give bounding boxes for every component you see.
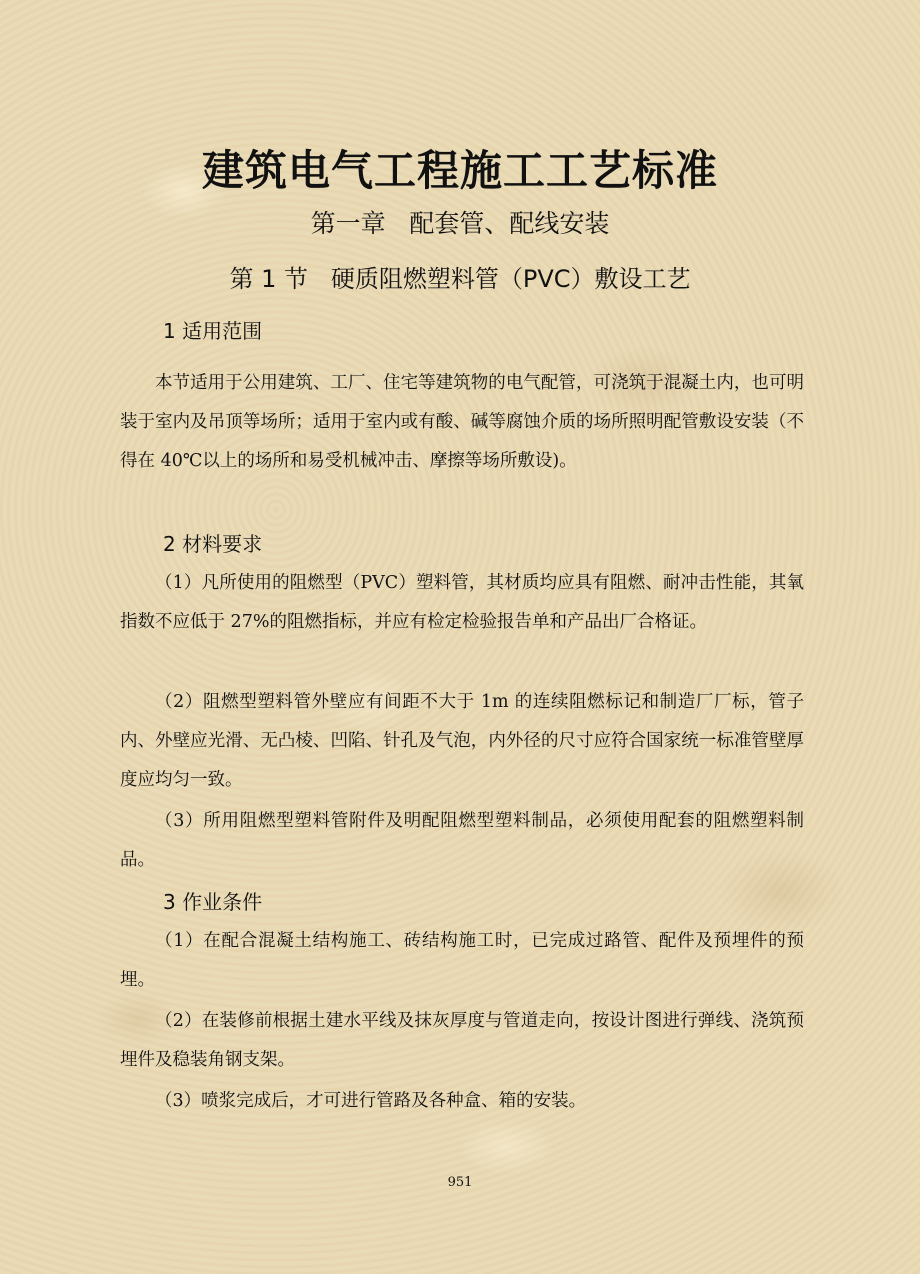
section-heading: 第 1 节 硬质阻燃塑料管（PVC）敷设工艺 [229,265,691,293]
paragraph-conditions-1: （1）在配合混凝土结构施工、砖结构施工时，已完成过路管、配件及预埋件的预埋。 [120,931,804,990]
paragraph-materials-3: （3）所用阻燃型塑料管附件及明配阻燃型塑料制品，必须使用配套的阻燃塑料制品。 [120,811,804,870]
heading-materials: 2 材料要求 [163,532,263,556]
paragraph-materials-1: （1）凡所使用的阻燃型（PVC）塑料管，其材质均应具有阻燃、耐冲击性能，其氧指数不应低于 27%的阻燃指标，并应有检定检验报告单和产品出厂合格证。 [120,573,804,632]
document-title: 建筑电气工程施工工艺标准 [201,146,718,195]
paragraph-materials-2: （2）阻燃型塑料管外壁应有间距不大于 1m 的连续阻燃标记和制造厂厂标，管子内、外壁应光滑、无凸棱、凹陷、针孔及气泡，内外径的尺寸应符合国家统一标准管壁厚度应均匀一致。 [120,692,804,790]
paragraph-scope: 本节适用于公用建筑、工厂、住宅等建筑物的电气配管，可浇筑于混凝土内，也可明装于室内及吊顶等场所；适用于室内或有酸、碱等腐蚀介质的场所照明配管敷设安装（不得在 40℃以上的场所和易受机械冲击、摩擦等场所敷设)。 [120,373,804,471]
heading-conditions: 3 作业条件 [163,890,263,914]
paragraph-conditions-2: （2）在装修前根据土建水平线及抹灰厚度与管道走向，按设计图进行弹线、浇筑预埋件及稳装角钢支架。 [120,1011,804,1070]
heading-scope: 1 适用范围 [163,319,263,343]
page-number: 951 [447,1175,473,1190]
paragraph-conditions-3: （3）喷浆完成后，才可进行管路及各种盒、箱的安装。 [155,1091,587,1111]
chapter-heading: 第一章 配套管、配线安装 [310,209,610,238]
